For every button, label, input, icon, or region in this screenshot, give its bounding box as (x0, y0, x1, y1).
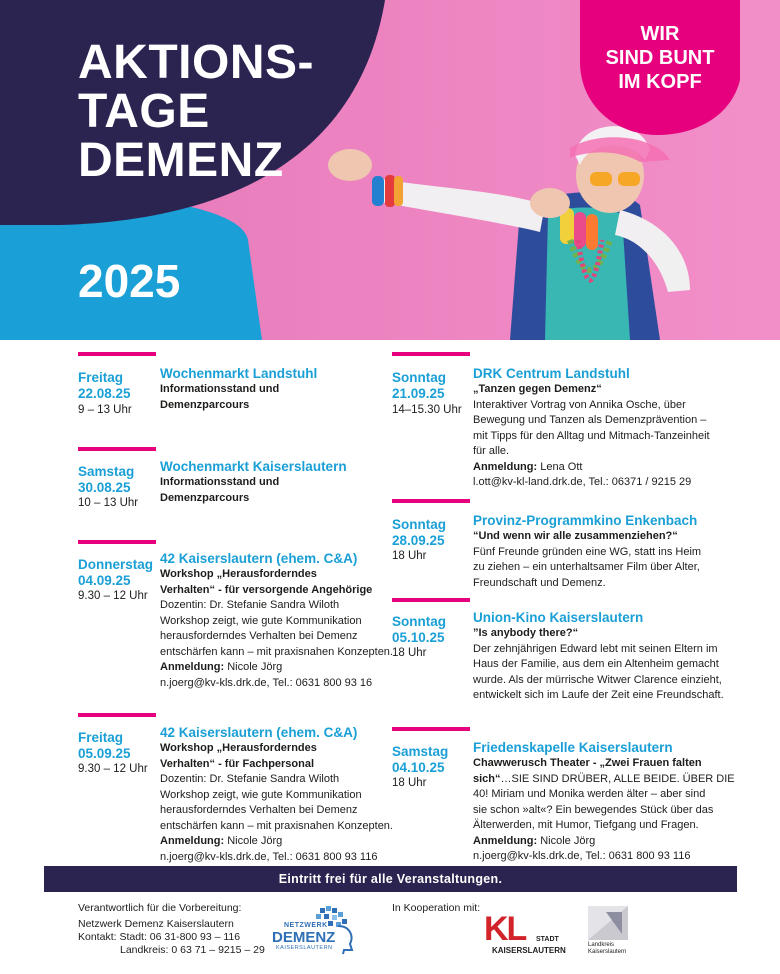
title-line: AKTIONS- (78, 36, 314, 89)
event-description (160, 741, 393, 865)
event-divider (78, 352, 156, 356)
description-line: wurde. Als der mürrische Witwer Clarence einzieht, (473, 673, 722, 686)
event-day: Donnerstag (78, 557, 154, 572)
registration-label: Anmeldung: (473, 460, 538, 473)
landkreis-text: Landkreis (588, 942, 615, 948)
stadt-kaiserslautern-logo (484, 912, 584, 958)
event-date: 28.09.25 (392, 533, 445, 548)
description-line: Dozentin: Dr. Stefanie Sandra Wiloth (160, 773, 340, 785)
contact-city: Kontakt: Stadt: 06 31-800 93 – 116 (78, 931, 241, 943)
poster-title (78, 38, 314, 185)
description-line: Workshop zeigt, wie gute Kommunikation (160, 614, 362, 627)
description-line: entwickelt sich im Laufe der Zeit eine Freundschaft. (473, 689, 724, 701)
event-divider (392, 499, 470, 503)
description-line: Der zehnjährigen Edward lebt mit seinen Eltern im (473, 642, 718, 655)
event-title: Wochenmarkt Kaiserslautern (160, 459, 347, 474)
description-line: Fünf Freunde gründen eine WG, statt ins Heim (473, 545, 702, 558)
kaiserslautern-text: KAISERSLAUTERN (492, 946, 566, 955)
event-description (473, 529, 701, 591)
registration-name: Lena Ott (540, 460, 583, 473)
event-time: 18 Uhr (392, 550, 427, 562)
event-date: 22.08.25 (78, 386, 131, 401)
registration-contact: l.ott@kv-kl-land.drk.de, Tel.: 06371 / 9215 29 (473, 476, 692, 488)
registration-name: Nicole Jörg (227, 835, 283, 847)
responsible-label: Verantwortlich für die Vorbereitung: (78, 902, 242, 914)
event-day: Freitag (78, 730, 124, 745)
event-divider (78, 540, 156, 544)
event-description (473, 756, 735, 865)
event-title: Provinz-Programmkino Enkenbach (473, 513, 698, 528)
contact-district: Landkreis: 0 63 71 – 9215 – 29 (120, 944, 265, 956)
event-day: Sonntag (392, 370, 446, 385)
description-line: Workshop „Herausforderndes (160, 568, 317, 580)
registration-label: Anmeldung: (473, 834, 538, 847)
registration-label: Anmeldung: (160, 661, 225, 673)
event-date: 04.09.25 (78, 573, 131, 588)
description-line: Dozentin: Dr. Stefanie Sandra Wiloth (160, 599, 340, 611)
poster-year: 2025 (78, 255, 181, 307)
event-day: Freitag (78, 370, 124, 385)
event-divider (392, 598, 470, 602)
slogan-line: WIR (640, 23, 680, 45)
cooperation-label: In Kooperation mit: (392, 902, 481, 914)
event-date: 05.10.25 (392, 630, 445, 645)
description-bold-part: sich“ (473, 772, 501, 785)
description-line: Demenzparcours (160, 491, 250, 504)
description-line: Chawwerusch Theater - „Zwei Frauen falten (473, 757, 702, 769)
event-day: Sonntag (392, 614, 446, 629)
description-line: zu ziehen – ein unterhaltsamer Film über Alter, (473, 561, 700, 573)
registration-contact: n.joerg@kv-kls.drk.de, Tel.: 0631 800 93 16 (160, 676, 373, 689)
event-time: 9 – 13 Uhr (78, 404, 132, 416)
description-line: für alle. (473, 445, 510, 457)
description-line: ”Is anybody there?“ (473, 627, 579, 639)
description-line: Informationsstand und (160, 383, 280, 395)
event-date: 30.08.25 (78, 480, 131, 495)
description-line: Informationsstand und (160, 476, 280, 488)
description-line: mit Tipps für den Alltag und Mitmach-Tanzeinheit (473, 429, 710, 442)
event-date: 05.09.25 (78, 746, 131, 761)
event-title: 42 Kaiserslautern (ehem. C&A) (160, 725, 358, 740)
event-divider (78, 447, 156, 451)
free-entry-banner: Eintritt frei für alle Veranstaltungen. (44, 866, 737, 892)
event-time: 18 Uhr (392, 647, 427, 659)
event-description (160, 382, 279, 413)
description-line: sie schon »alt«? Ein bewegendes Stück über das (473, 803, 714, 816)
event-time: 14–15.30 Uhr (392, 404, 462, 416)
event-title: Union-Kino Kaiserslautern (473, 610, 644, 625)
description-line: herausforderndes Verhalten bei Demenz (160, 804, 358, 816)
logo-small-text: NETZWERK (284, 922, 328, 929)
description-line: Verhalten“ - für Fachpersonal (160, 757, 315, 770)
slogan-line: SIND BUNT (605, 47, 715, 69)
event-description (160, 567, 393, 691)
stadt-text: STADT (536, 936, 559, 943)
event-divider (78, 713, 156, 717)
event-title: Friedenskapelle Kaiserslautern (473, 740, 673, 755)
landkreis-emblem-icon (588, 906, 628, 940)
description-line (473, 772, 735, 788)
logo-sub-text: KAISERSLAUTERN (276, 945, 333, 951)
event-description (160, 475, 279, 506)
event-day: Sonntag (392, 517, 446, 532)
event-divider (392, 727, 470, 731)
description-line: Bewegung und Tanzen als Demenzprävention – (473, 414, 707, 426)
description-line: Freundschaft und Demenz. (473, 576, 606, 589)
event-time: 18 Uhr (392, 777, 427, 789)
registration-line (473, 834, 735, 850)
registration-contact: n.joerg@kv-kls.drk.de, Tel.: 0631 800 93 116 (473, 850, 691, 862)
registration-contact: n.joerg@kv-kls.drk.de, Tel.: 0631 800 93 116 (160, 850, 378, 863)
event-time: 9.30 – 12 Uhr (78, 590, 148, 602)
description-line: herausforderndes Verhalten bei Demenz (160, 630, 358, 642)
netzwerk-demenz-logo (268, 904, 358, 956)
description-line: Haus der Familie, aus dem ein Altenheim gemacht (473, 658, 719, 670)
description-line: Demenzparcours (160, 398, 250, 411)
description-line: “Und wenn wir alle zusammenziehen?“ (473, 530, 678, 542)
event-time: 9.30 – 12 Uhr (78, 763, 148, 775)
event-description (473, 626, 724, 704)
logo-main-text: DEMENZ (272, 929, 336, 946)
registration-line (473, 460, 710, 476)
registration-name: Nicole Jörg (540, 834, 596, 847)
description-line: entschärfen kann – mit praxisnahen Konzepten. (160, 819, 393, 832)
description-line: Workshop „Herausforderndes (160, 742, 317, 754)
kl-logo-mark: KL (484, 910, 526, 948)
description-line: „Tanzen gegen Demenz“ (473, 383, 602, 395)
event-title: 42 Kaiserslautern (ehem. C&A) (160, 551, 358, 566)
event-title: DRK Centrum Landstuhl (473, 366, 630, 381)
responsible-org: Netzwerk Demenz Kaiserslautern (78, 918, 234, 930)
landkreis-kaiserslautern-logo (588, 906, 638, 958)
registration-line (160, 660, 393, 676)
event-date: 21.09.25 (392, 386, 445, 401)
description-line: Älterwerden, mit Humor, Tiefgang und Fragen. (473, 819, 699, 831)
event-time: 10 – 13 Uhr (78, 497, 139, 509)
description-line: Verhalten“ - für versorgende Angehörige (160, 583, 373, 596)
landkreis-name-text: Kaiserslautern (588, 949, 627, 955)
hero-section (0, 0, 780, 340)
event-day: Samstag (392, 744, 449, 759)
event-title: Wochenmarkt Landstuhl (160, 366, 318, 381)
description-rest: …SIE SIND DRÜBER, ALLE BEIDE. ÜBER DIE (500, 772, 735, 785)
description-line: Workshop zeigt, wie gute Kommunikation (160, 788, 362, 801)
event-day: Samstag (78, 464, 135, 479)
description-line: 40! Miriam und Monika werden älter – aber sind (473, 788, 706, 800)
title-line: TAGE (78, 85, 210, 138)
event-divider (392, 352, 470, 356)
title-line: DEMENZ (78, 134, 284, 187)
description-line: entschärfen kann – mit praxisnahen Konzepten. (160, 645, 393, 658)
registration-name: Nicole Jörg (227, 661, 283, 673)
slogan-text (580, 22, 740, 94)
event-description (473, 382, 710, 491)
slogan-line: IM KOPF (618, 71, 702, 93)
registration-label: Anmeldung: (160, 835, 225, 847)
event-date: 04.10.25 (392, 760, 445, 775)
description-line: Interaktiver Vortrag von Annika Osche, über (473, 398, 686, 411)
registration-line (160, 834, 393, 850)
